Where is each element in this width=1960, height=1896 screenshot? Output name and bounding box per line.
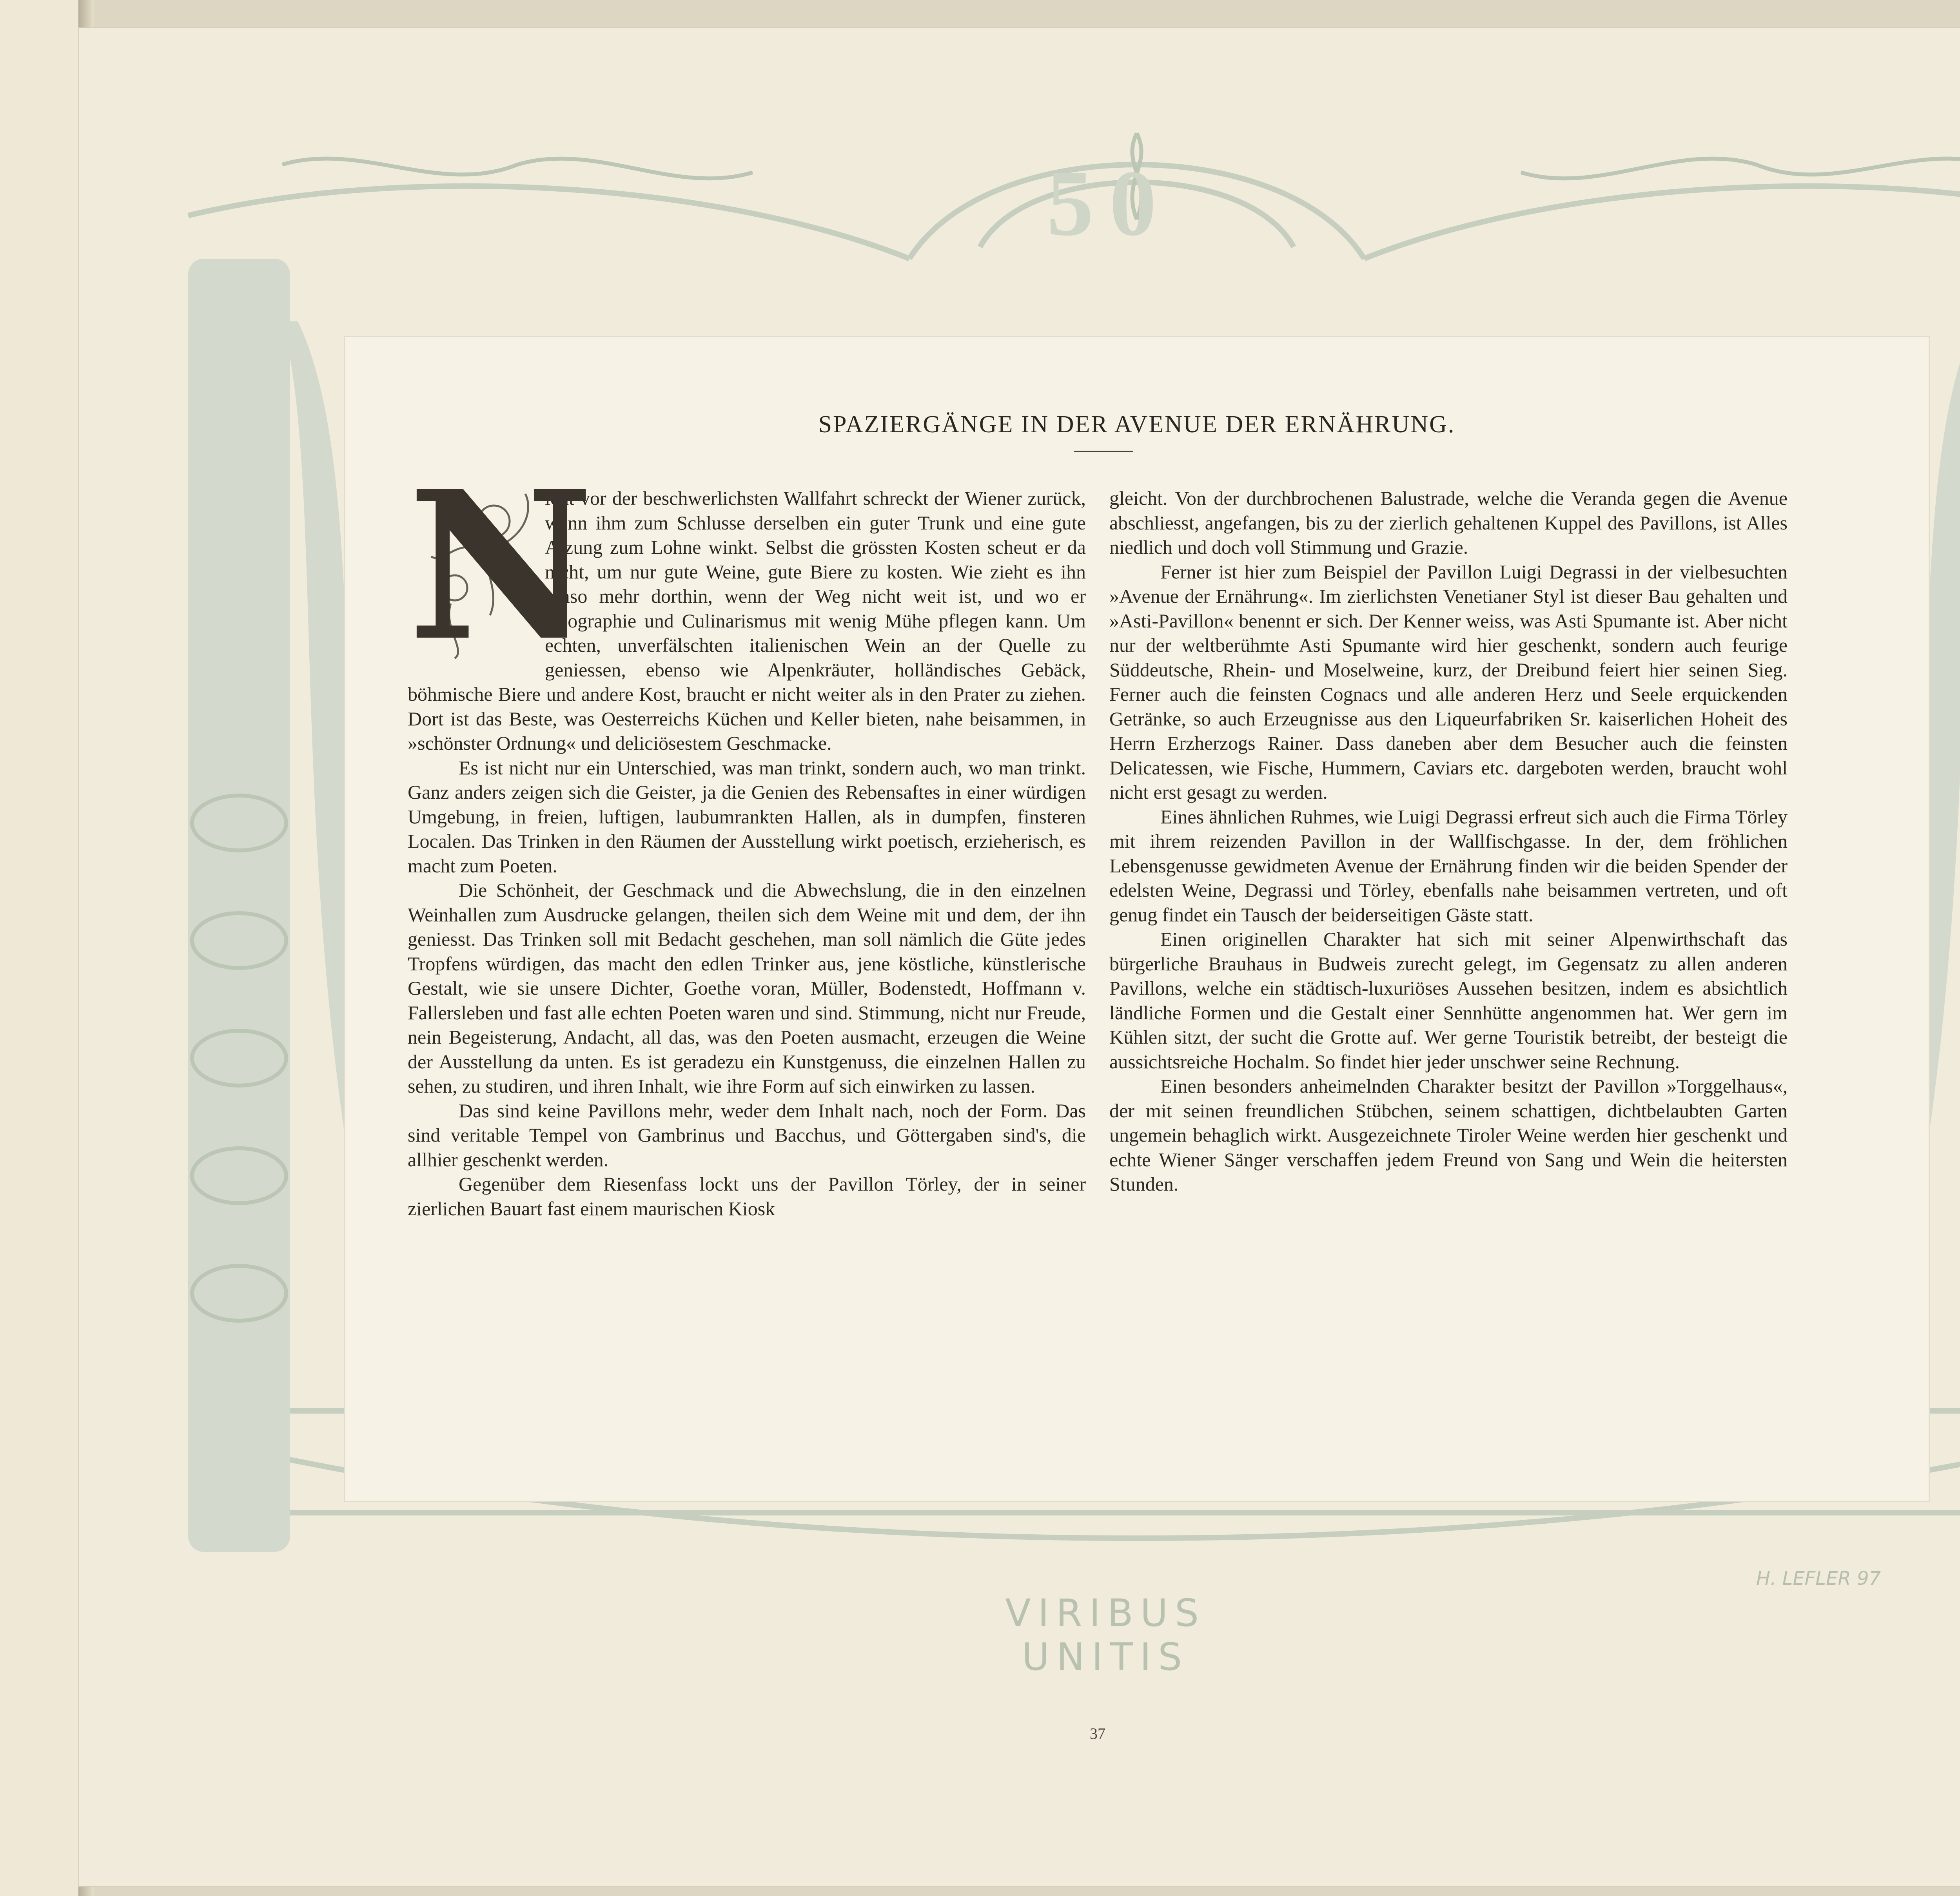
jubilee-numerals: 50: [1047, 151, 1172, 255]
left-page-edge: [0, 0, 81, 1896]
paragraph-text: icht vor der beschwerlichsten Wallfahrt schreckt der Wiener zurück, wenn ihm zum Schlusse derselben ein guter Trunk und eine gute Atzung zum Lohne winkt. Selbst die grössten Kosten scheut er da nicht, um nur gute Weine, gute Biere zu kosten. Wie zieht es ihn umso mehr dorthin, wenn der Weg nicht weit ist, und wo er Geographie und Culinarismus mit wenig Mühe pflegen kann. Um echten, unverfälschten italienischen Wein an der Quelle zu geniessen, ebenso wie Alpenkräuter, holländisches Gebäck, böhmische Biere und andere Kost, braucht er nicht weiter als in den Prater zu ziehen. Dort ist das Beste, was Oesterreichs Küchen und Keller bieten, nahe beisammen, in »schönster Ordnung« und deliciösestem Geschmacke.: [408, 487, 1086, 754]
artist-signature: H. LEFLER 97: [1756, 1568, 1881, 1590]
dropcap-letter: N: [408, 446, 594, 686]
paragraph: Ferner ist hier zum Beispiel der Pavillon Luigi Degrassi in der vielbesuchten »Avenue der Ernährung«. Im zierlichsten Venetianer Styl ist dieser Bau gehalten und »Asti-Pavillon« benennt er sich. Der Kenner weiss, was Asti Spumante ist. Aber nicht nur der weltberühmte Asti Spumante wird hier geschenkt, sondern auch feurige Süddeutsche, Rhein- und Moselweine, kurz, der Dreibund feiert hier seinen Sieg. Ferner auch die feinsten Cognacs und alle anderen Herz und Seele erquickenden Getränke, so auch Erzeugnisse aus den Liqueurfabriken Sr. kaiserlichen Hoheit des Herrn Erzherzogs Rainer. Dass daneben aber dem Besucher auch die feinsten Delicatessen, wie Fische, Hummern, Caviars etc. dargeboten werden, braucht wohl nicht erst gesagt zu werden.: [1109, 560, 1788, 803]
paragraph: Einen originellen Charakter hat sich mit seiner Alpenwirthschaft das bürgerliche Brauhaus in Budweis zurecht gelegt, im Gegensatz zu allen anderen Pavillons, welche ein städtisch-luxuriöses Aussehen besitzen, indem es absichtlich ländliche Formen und die Gestalt einer Sennhütte angenommen hat. Wer gern im Kühlen sitzt, der sucht die Grotte auf. Wer gerne Touristik betreibt, der besteigt die aussichtsreiche Hochalm. So findet hier jeder unschwer seine Rechnung.: [1109, 928, 1788, 1073]
paragraph: Das sind keine Pavillons mehr, weder dem Inhalt nach, noch der Form. Das sind veritable Tempel von Gambrinus und Bacchus, und Göttergaben sind's, die allhier geschenkt werden.: [408, 1099, 1086, 1171]
title-rule: [1074, 451, 1133, 452]
frame-motto: VIRIBUS UNITIS: [1005, 1591, 1206, 1679]
paragraph: Die Schönheit, der Geschmack und die Abwechslung, die in den einzelnen Weinhallen zum Ausdrucke gelangen, theilen sich dem Weine mit und dem, der ihn geniesst. Das Trinken soll mit Bedacht geschehen, man soll nämlich die Güte jedes Tropfens würdigen, das macht den edlen Trinker aus, jene köstliche, künstlerische Gestalt, wie sie unsere Dichter, Goethe voran, Müller, Bodenstedt, Hoffmann v. Fallersleben und fast alle echten Poeten waren und sind. Stimmung, nicht nur Freude, nein Begeisterung, Andacht, all das, was den Poeten ausmacht, erzeugen die Weine der Ausstellung da unten. Es ist geradezu ein Kunstgenuss, die einzelnen Hallen zu sehen, zu studiren, und ihren Inhalt, wie ihre Form auf sich einwirken zu lassen.: [408, 879, 1086, 1097]
paragraph: gleicht. Von der durchbrochenen Balustrade, welche die Veranda gegen die Avenue abschliesst, angefangen, bis zu der zierlich gehaltenen Kuppel des Pavillons, ist Alles niedlich und doch voll Stimmung und Grazie.: [1109, 487, 1788, 558]
paragraph: [408, 446, 1086, 756]
paragraph: Eines ähnlichen Ruhmes, wie Luigi Degrassi erfreut sich auch die Firma Törley mit ihrem reizenden Pavillon in der Wallfischgasse. In der, dem fröhlichen Lebensgenusse gewidmeten Avenue der Ernährung finden wir die beiden Spender der edelsten Weine, Degrassi und Törley, ebenfalls nahe beisammen vertreten, und oft genug findet ein Tausch der beiderseitigen Gäste statt.: [1109, 805, 1788, 926]
article-left-column: [408, 446, 1086, 1221]
paragraph: Es ist nicht nur ein Unterschied, was man trinkt, sondern auch, wo man trinkt. Ganz anders zeigen sich die Geister, ja die Genien des Rebensaftes in einer würdigen Umgebung, in freien, luftigen, laubumrankten Hallen, als in dumpfen, finsteren Localen. Das Trinken in den Räumen der Ausstellung wirkt poetisch, erzieherisch, es macht zum Poeten.: [408, 756, 1086, 877]
paragraph: Gegenüber dem Riesenfass lockt uns der Pavillon Törley, der in seiner zierlichen Bauart fast einem maurischen Kiosk: [408, 1173, 1086, 1220]
article-right-column: [1109, 486, 1788, 1196]
paragraph: Einen besonders anheimelnden Charakter besitzt der Pavillon »Torggelhaus«, der mit seinen freundlichen Stübchen, seinem schattigen, dichtbelaubten Garten ungemein behaglich wirkt. Ausgezeichnete Tiroler Weine werden hier geschenkt und echte Wiener Sänger verschaffen jedem Freund von Sang und Wein die heitersten Stunden.: [1109, 1075, 1788, 1195]
page-title: SPAZIERGÄNGE IN DER AVENUE DER ERNÄHRUNG.: [818, 411, 1455, 438]
dropcap-illustration: [408, 446, 594, 686]
page-number: 37: [1090, 1725, 1105, 1742]
